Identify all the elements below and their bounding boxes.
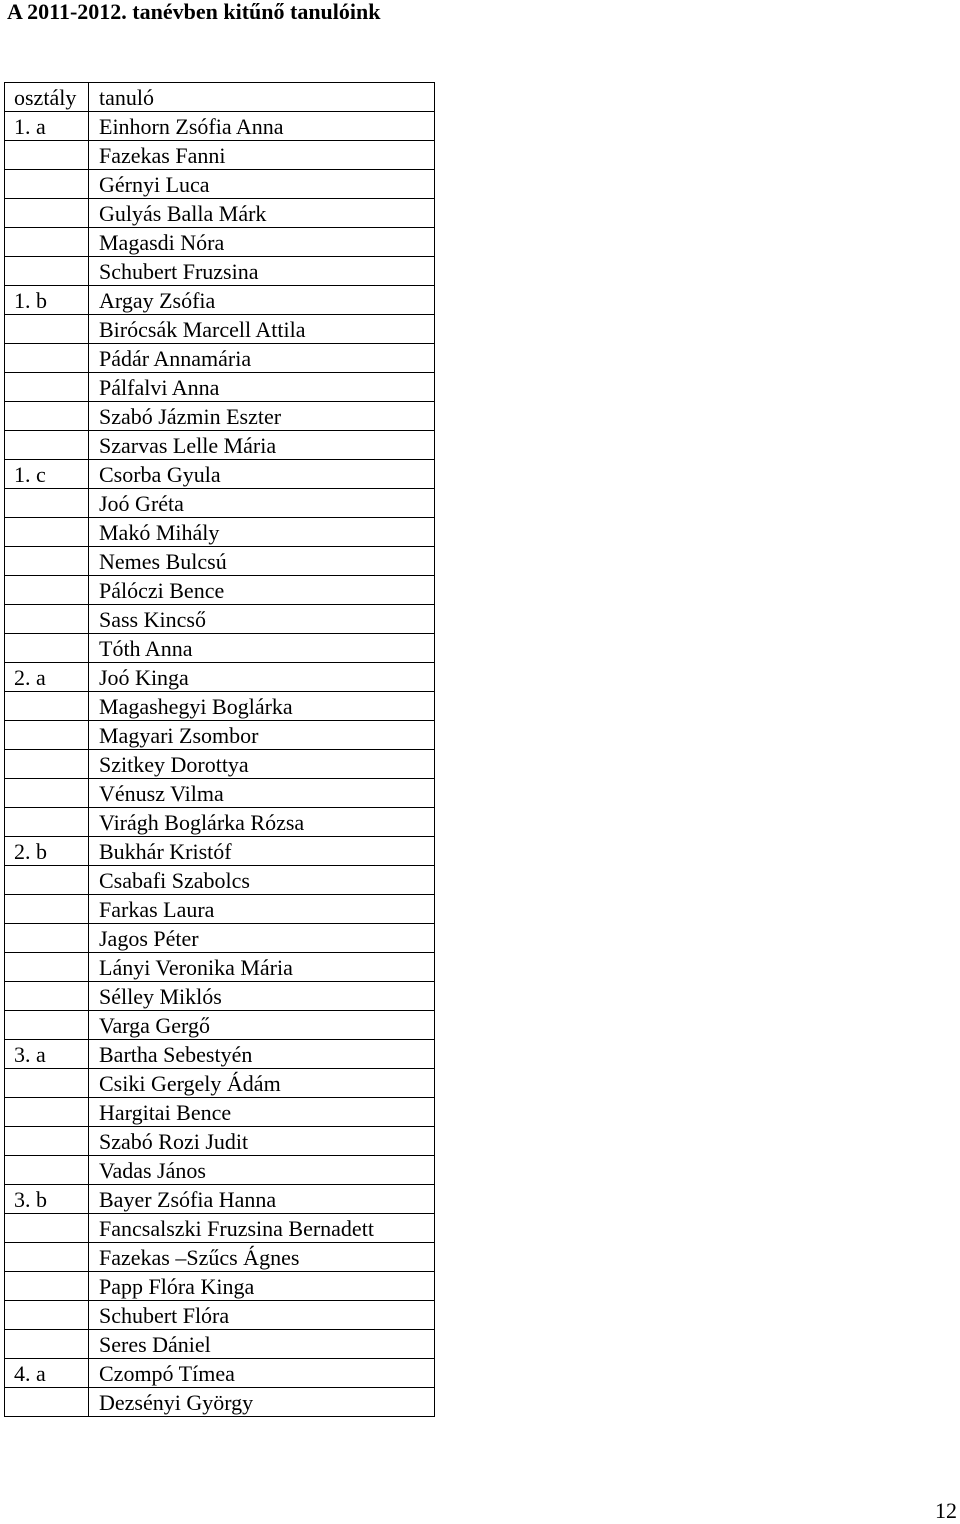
student-name-cell: Bukhár Kristóf [89,837,435,866]
student-name-cell: Czompó Tímea [89,1359,435,1388]
table-row [5,866,435,895]
table-row [5,402,435,431]
table-row [5,779,435,808]
table-row [5,547,435,576]
class-cell [5,1069,89,1098]
table-row [5,112,435,141]
class-cell [5,605,89,634]
student-name-cell: Jagos Péter [89,924,435,953]
table-row [5,228,435,257]
class-cell [5,1330,89,1359]
header-class: osztály [5,83,89,112]
page-number: 12 [935,1498,957,1523]
class-cell [5,924,89,953]
table-row [5,460,435,489]
table-row [5,1243,435,1272]
table-row [5,1098,435,1127]
student-name-cell: Einhorn Zsófia Anna [89,112,435,141]
student-name-cell: Pádár Annamária [89,344,435,373]
class-cell [5,750,89,779]
class-cell [5,257,89,286]
student-name-cell: Bayer Zsófia Hanna [89,1185,435,1214]
student-name-cell: Nemes Bulcsú [89,547,435,576]
class-cell [5,315,89,344]
class-cell [5,866,89,895]
student-name-cell: Hargitai Bence [89,1098,435,1127]
class-cell [5,779,89,808]
student-name-cell: Szabó Jázmin Eszter [89,402,435,431]
student-name-cell: Tóth Anna [89,634,435,663]
table-row [5,257,435,286]
table-row [5,199,435,228]
student-name-cell: Seres Dániel [89,1330,435,1359]
table-row [5,1330,435,1359]
class-cell [5,489,89,518]
table-row [5,692,435,721]
table-row [5,895,435,924]
student-name-cell: Birócsák Marcell Attila [89,315,435,344]
class-cell: 1. b [5,286,89,315]
student-name-cell: Szabó Rozi Judit [89,1127,435,1156]
class-cell [5,1156,89,1185]
class-cell [5,982,89,1011]
table-row [5,953,435,982]
student-name-cell: Makó Mihály [89,518,435,547]
class-cell [5,1301,89,1330]
class-cell: 3. a [5,1040,89,1069]
class-cell [5,895,89,924]
table-row [5,663,435,692]
student-name-cell: Dezsényi György [89,1388,435,1417]
class-cell [5,1011,89,1040]
student-name-cell: Fazekas Fanni [89,141,435,170]
class-cell [5,547,89,576]
honor-roll-body [5,83,435,1417]
table-row [5,1069,435,1098]
student-name-cell: Szarvas Lelle Mária [89,431,435,460]
table-row [5,924,435,953]
table-row [5,489,435,518]
table-row [5,373,435,402]
class-cell [5,199,89,228]
table-row [5,1011,435,1040]
student-name-cell: Virágh Boglárka Rózsa [89,808,435,837]
table-row [5,1185,435,1214]
class-cell: 2. a [5,663,89,692]
student-name-cell: Lányi Veronika Mária [89,953,435,982]
table-row [5,315,435,344]
student-name-cell: Fazekas –Szűcs Ágnes [89,1243,435,1272]
table-row [5,431,435,460]
student-name-cell: Schubert Flóra [89,1301,435,1330]
student-name-cell: Argay Zsófia [89,286,435,315]
student-name-cell: Fancsalszki Fruzsina Bernadett [89,1214,435,1243]
class-cell: 1. a [5,112,89,141]
header-student: tanuló [89,83,435,112]
student-name-cell: Papp Flóra Kinga [89,1272,435,1301]
table-row [5,141,435,170]
table-row [5,750,435,779]
class-cell: 1. c [5,460,89,489]
student-name-cell: Csabafi Szabolcs [89,866,435,895]
student-name-cell: Joó Kinga [89,663,435,692]
class-cell [5,141,89,170]
table-row [5,1272,435,1301]
student-name-cell: Magasdi Nóra [89,228,435,257]
table-row [5,605,435,634]
student-name-cell: Sass Kincső [89,605,435,634]
student-name-cell: Farkas Laura [89,895,435,924]
table-row [5,808,435,837]
student-name-cell: Szitkey Dorottya [89,750,435,779]
student-name-cell: Sélley Miklós [89,982,435,1011]
class-cell: 4. a [5,1359,89,1388]
student-name-cell: Bartha Sebestyén [89,1040,435,1069]
table-row [5,170,435,199]
student-name-cell: Schubert Fruzsina [89,257,435,286]
class-cell [5,692,89,721]
class-cell [5,228,89,257]
class-cell [5,1272,89,1301]
table-row [5,1127,435,1156]
student-name-cell: Vénusz Vilma [89,779,435,808]
student-name-cell: Magashegyi Boglárka [89,692,435,721]
class-cell [5,431,89,460]
class-cell [5,1243,89,1272]
student-name-cell: Magyari Zsombor [89,721,435,750]
honor-roll-table [4,82,435,1417]
table-row [5,286,435,315]
table-row [5,1040,435,1069]
table-row [5,1156,435,1185]
class-cell [5,344,89,373]
student-name-cell: Csorba Gyula [89,460,435,489]
class-cell [5,402,89,431]
class-cell [5,634,89,663]
class-cell [5,1214,89,1243]
student-name-cell: Gulyás Balla Márk [89,199,435,228]
class-cell [5,1098,89,1127]
table-row [5,1301,435,1330]
student-name-cell: Gérnyi Luca [89,170,435,199]
class-cell [5,1388,89,1417]
student-name-cell: Csiki Gergely Ádám [89,1069,435,1098]
student-name-cell: Vadas János [89,1156,435,1185]
student-name-cell: Varga Gergő [89,1011,435,1040]
class-cell: 3. b [5,1185,89,1214]
table-row [5,634,435,663]
table-row [5,344,435,373]
student-name-cell: Joó Gréta [89,489,435,518]
class-cell [5,518,89,547]
class-cell [5,373,89,402]
class-cell [5,808,89,837]
class-cell [5,576,89,605]
class-cell [5,170,89,199]
table-row [5,837,435,866]
table-row [5,721,435,750]
table-header-row [5,83,435,112]
table-row [5,1214,435,1243]
class-cell: 2. b [5,837,89,866]
student-name-cell: Pálóczi Bence [89,576,435,605]
class-cell [5,953,89,982]
table-row [5,1388,435,1417]
table-row [5,1359,435,1388]
student-name-cell: Pálfalvi Anna [89,373,435,402]
page-title: A 2011-2012. tanévben kitűnő tanulóink [7,0,381,24]
table-row [5,576,435,605]
class-cell [5,721,89,750]
class-cell [5,1127,89,1156]
table-row [5,982,435,1011]
table-row [5,518,435,547]
